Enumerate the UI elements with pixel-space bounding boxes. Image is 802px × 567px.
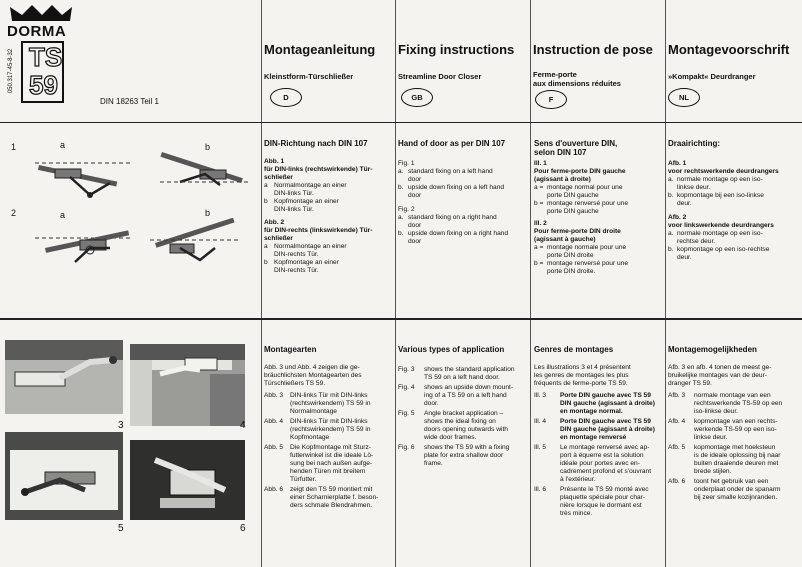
item-text: standard fixing on a right hand door: [408, 214, 497, 229]
type-item-key: Fig. 6: [398, 444, 415, 451]
type-item: [264, 486, 391, 510]
row-label-2: 2: [11, 208, 17, 218]
title-gb: Fixing instructions: [398, 42, 515, 57]
type-item-key: Ill. 6: [534, 486, 547, 493]
label-1b: b: [205, 142, 211, 152]
item-text: normale montage op een iso- rechtse deur.: [677, 230, 763, 245]
hand-fig2-head-gb: Fig. 2: [398, 206, 415, 213]
hand-fig1-head-fr: Ill. 1 Pour ferme-porte DIN gauche (agissant à droite): [534, 160, 626, 183]
types-intro-nl: Afb. 3 en afb. 4 tonen de meest ge- bruikelijke montages van de deur- dranger TS 59.: [668, 364, 772, 387]
title-de: Montageanleitung: [264, 42, 376, 57]
brand-name: DORMA: [7, 23, 67, 40]
hand-fig2-head-fr: Ill. 2 Pour ferme-porte DIN droite (agissant à gauche): [534, 220, 621, 243]
types-list-fr: [534, 392, 661, 518]
hand-fig2-a-fr: [534, 244, 660, 260]
hand-fig2-b-nl: [668, 246, 796, 262]
lang-badge-nl: NL: [668, 88, 700, 107]
type-item-text: DIN-links Tür mit DIN-links (rechtswirkendem) TS 59 in Normalmontage: [290, 392, 371, 415]
hand-section-fr: [534, 139, 660, 276]
model-line1: TS: [29, 42, 63, 72]
types-heading-fr: Genres de montages: [534, 345, 614, 354]
type-item-key: Fig. 5: [398, 410, 415, 417]
hand-heading-fr: Sens d'ouverture DIN, selon DIN 107: [534, 139, 618, 157]
item-text: kopmontage op een iso-rechtse deur.: [677, 246, 770, 261]
door-closer-diagram-2b: [150, 218, 240, 263]
lang-badge-fr: F: [535, 90, 567, 109]
subtitle-gb: Streamline Door Closer: [398, 72, 482, 81]
type-item: [398, 384, 525, 408]
hand-fig1-a-fr: [534, 184, 660, 200]
item-key: a.: [668, 230, 674, 237]
type-item: [398, 444, 525, 468]
type-item-key: Abb. 6: [264, 486, 284, 493]
photo-label-3: 3: [118, 420, 124, 431]
title-fr: Instruction de pose: [533, 42, 653, 57]
type-item: [534, 486, 661, 518]
type-item-text: shows the TS 59 with a fixing plate for extra shallow door frame.: [424, 444, 510, 467]
type-item-key: Afb. 3: [668, 392, 686, 399]
item-text: montage renversé pour une porte DIN droite.: [547, 260, 629, 275]
door-closer-photo-3: [5, 340, 123, 414]
photo-6: [130, 440, 245, 520]
label-1a: a: [60, 140, 66, 150]
door-closer-diagram-1b: [160, 150, 250, 195]
item-text: Kopfmontage an einer DIN-rechts Tür.: [274, 259, 339, 274]
type-item-text: kopmontage met hoeksteun is de ideale oplossing bij naar buiten draaiende deuren met brede stijlen.: [694, 444, 781, 475]
hand-fig1-b-de: [264, 198, 390, 214]
type-item: [264, 392, 391, 416]
type-item-key: Abb. 5: [264, 444, 284, 451]
crown-icon: [6, 3, 86, 23]
type-item-text: DIN-links Tür mit DIN-links (rechtswirkendem) TS 59 in Kopfmontage: [290, 418, 371, 441]
types-heading-nl: Montagemogelijkheden: [668, 345, 757, 354]
item-text: normale montage op een iso- linkse deur.: [677, 176, 763, 191]
hand-fig2-head-de: Abb. 2 für DIN-rechts (linkswirkende) Tür- schließer: [264, 219, 373, 242]
title-nl: Montagevoorschrift: [668, 42, 790, 57]
hand-fig2-b-gb: [398, 230, 524, 246]
door-closer-photo-5: [5, 432, 123, 520]
hand-fig2-a-de: [264, 243, 390, 259]
hand-fig1-b-fr: [534, 200, 660, 216]
photo-label-6: 6: [240, 523, 246, 534]
types-list-gb: [398, 366, 525, 468]
types-heading-gb: Various types of application: [398, 345, 505, 354]
type-item-key: Ill. 3: [534, 392, 547, 399]
item-key: b: [264, 259, 268, 266]
hand-heading-nl: Draairichting:: [668, 139, 721, 148]
types-section-nl: [668, 345, 797, 502]
type-item-text: shows an upside down mount- ing of a TS 59 on a left hand door.: [424, 384, 514, 407]
item-text: montage normale pour une porte DIN droite: [547, 244, 627, 259]
types-intro-de: Abb. 3 und Abb. 4 zeigen die ge- bräuchlichsten Montagearten des Türschließers TS 59.: [264, 364, 362, 387]
photo-label-5: 5: [118, 523, 124, 534]
hand-fig1-b-gb: [398, 184, 524, 200]
hand-section-de: [264, 139, 390, 275]
type-item-text: Angle bracket application – shows the ideal fixing on doors opening outwards with wide door frames.: [424, 410, 508, 441]
item-key: a =: [534, 184, 544, 191]
hand-section-nl: [668, 139, 796, 262]
type-item-text: toont het gebruik van een onderplaat onder de spanarm bij zeer smalle kozijnranden.: [694, 478, 781, 501]
type-item-text: shows the standard application TS 59 on a left hand door.: [424, 366, 515, 381]
type-item: [534, 444, 661, 484]
hand-section-gb: [398, 139, 524, 246]
side-code: 050.317-45-8-32: [8, 48, 14, 94]
item-text: Normalmontage an einer DIN-links Tür.: [274, 182, 347, 197]
photo-4: [130, 344, 245, 426]
hand-fig1-head-gb: Fig. 1: [398, 160, 415, 167]
item-key: b.: [668, 246, 674, 253]
item-text: Kopfmontage an einer DIN-links Tür.: [274, 198, 339, 213]
lang-badge-gb: GB: [401, 88, 433, 107]
type-item-text: Présente le TS 59 monté avec plaquette spéciale pour char- nière lorsque le dormant est très mince.: [560, 486, 649, 517]
hand-fig2-a-gb: [398, 214, 524, 230]
row-label-1: 1: [11, 142, 17, 152]
types-section-gb: [398, 345, 525, 468]
item-text: upside down fixing on a right hand door: [408, 230, 509, 245]
item-text: Normalmontage an einer DIN-rechts Tür.: [274, 243, 347, 258]
din-reference: DIN 18263 Teil 1: [100, 97, 159, 106]
model-line2: 59: [29, 70, 58, 100]
type-item-text: Porte DIN gauche avec TS 59 DIN gauche (agissant à droite) en montage renversé: [560, 418, 655, 441]
subtitle-fr: Ferme-porte aux dimensions réduites: [533, 70, 621, 88]
hand-fig1-a-gb: [398, 168, 524, 184]
item-key: b.: [398, 184, 404, 191]
hand-fig2-b-de: [264, 259, 390, 275]
subtitle-nl: »Kompakt« Deurdranger: [668, 72, 756, 81]
door-closer-photo-4: [130, 344, 245, 426]
model-box: [21, 41, 64, 103]
label-2a: a: [60, 210, 66, 220]
photo-label-4: 4: [240, 420, 246, 431]
type-item: [668, 418, 797, 442]
item-key: a: [264, 182, 268, 189]
type-item: [398, 366, 525, 382]
types-intro-fr: Les illustrations 3 et 4 présentent les genres de montages les plus fréquents de ferme-porte TS 59.: [534, 364, 631, 387]
subtitle-de: Kleinstform-Türschließer: [264, 72, 354, 81]
type-item: [668, 478, 797, 502]
hand-heading-de: DIN-Richtung nach DIN 107: [264, 139, 368, 148]
item-text: upside down fixing on a left hand door: [408, 184, 505, 199]
type-item-key: Abb. 3: [264, 392, 284, 399]
type-item-key: Ill. 4: [534, 418, 547, 425]
type-item-text: normale montage van een rechtswerkende TS-59 op een iso-linkse deur.: [694, 392, 783, 415]
door-closer-photo-6: [130, 440, 245, 520]
type-item-text: zeigt den TS 59 montiert mit einer Scharnierplatte f. beson- ders schmale Blendrahmen.: [290, 486, 379, 509]
hand-fig2-head-nl: Afb. 2 voor linkswerkende deurdrangers: [668, 214, 774, 229]
type-item: [264, 444, 391, 484]
type-item: [398, 410, 525, 442]
item-key: b.: [668, 192, 674, 199]
photo-5: [5, 432, 123, 520]
door-closer-diagram-2a: [35, 228, 130, 273]
type-item-text: Porte DIN gauche avec TS 59 DIN gauche (agissant à droite) en montage normal.: [560, 392, 655, 415]
type-item-text: Die Kopfmontage mit Sturz- futterwinkel ist die ideale Lö- sung bei nach außen aufge- henden Türen mit breitem Türfutter.: [290, 444, 374, 483]
type-item: [264, 418, 391, 442]
label-2b: b: [205, 208, 211, 218]
item-text: kopmontage bij een iso-linkse deur.: [677, 192, 764, 207]
hand-fig2-a-nl: [668, 230, 796, 246]
item-key: b =: [534, 260, 544, 267]
photo-3: [5, 340, 123, 414]
type-item: [668, 444, 797, 476]
type-item: [668, 392, 797, 416]
type-item-key: Afb. 5: [668, 444, 686, 451]
lang-badge-de: D: [270, 88, 302, 107]
type-item-key: Afb. 4: [668, 418, 686, 425]
type-item-key: Fig. 4: [398, 384, 415, 391]
item-text: montage normal pour une porte DIN gauche: [547, 184, 623, 199]
item-key: a: [264, 243, 268, 250]
type-item-text: kopmontage van een rechts- werkende TS-59 op een iso- linkse deur.: [694, 418, 778, 441]
dorma-logo: [6, 3, 86, 103]
item-key: b =: [534, 200, 544, 207]
item-key: a.: [398, 214, 404, 221]
types-heading-de: Montagearten: [264, 345, 317, 354]
hand-fig1-head-nl: Afb. 1 voor rechtswerkende deurdrangers: [668, 160, 779, 175]
item-key: b.: [398, 230, 404, 237]
types-section-de: [264, 345, 391, 510]
item-key: b: [264, 198, 268, 205]
type-item: [534, 418, 661, 442]
type-item-key: Ill. 5: [534, 444, 547, 451]
types-list-nl: [668, 392, 797, 502]
types-section-fr: [534, 345, 661, 518]
type-item: [534, 392, 661, 416]
type-item-key: Fig. 3: [398, 366, 415, 373]
type-item-key: Afb. 6: [668, 478, 686, 485]
hand-fig1-a-de: [264, 182, 390, 198]
door-closer-diagram-1a: [35, 155, 130, 200]
hand-fig2-b-fr: [534, 260, 660, 276]
type-item-text: Le montage renversé avec ap- port à équerre est la solution idéale pour portes avec en- cadrement profond et s'ouvrant à l'extérieur.: [560, 444, 652, 483]
item-key: a.: [668, 176, 674, 183]
item-key: a =: [534, 244, 544, 251]
item-key: a.: [398, 168, 404, 175]
hand-fig1-b-nl: [668, 192, 796, 208]
types-list-de: [264, 392, 391, 510]
item-text: standard fixing on a left hand door: [408, 168, 493, 183]
item-text: montage renversé pour une porte DIN gauche: [547, 200, 629, 215]
hand-heading-gb: Hand of door as per DIN 107: [398, 139, 506, 148]
type-item-key: Abb. 4: [264, 418, 284, 425]
hand-fig1-head-de: Abb. 1 für DIN-links (rechtswirkende) Tür- schließer: [264, 158, 373, 181]
hand-fig1-a-nl: [668, 176, 796, 192]
